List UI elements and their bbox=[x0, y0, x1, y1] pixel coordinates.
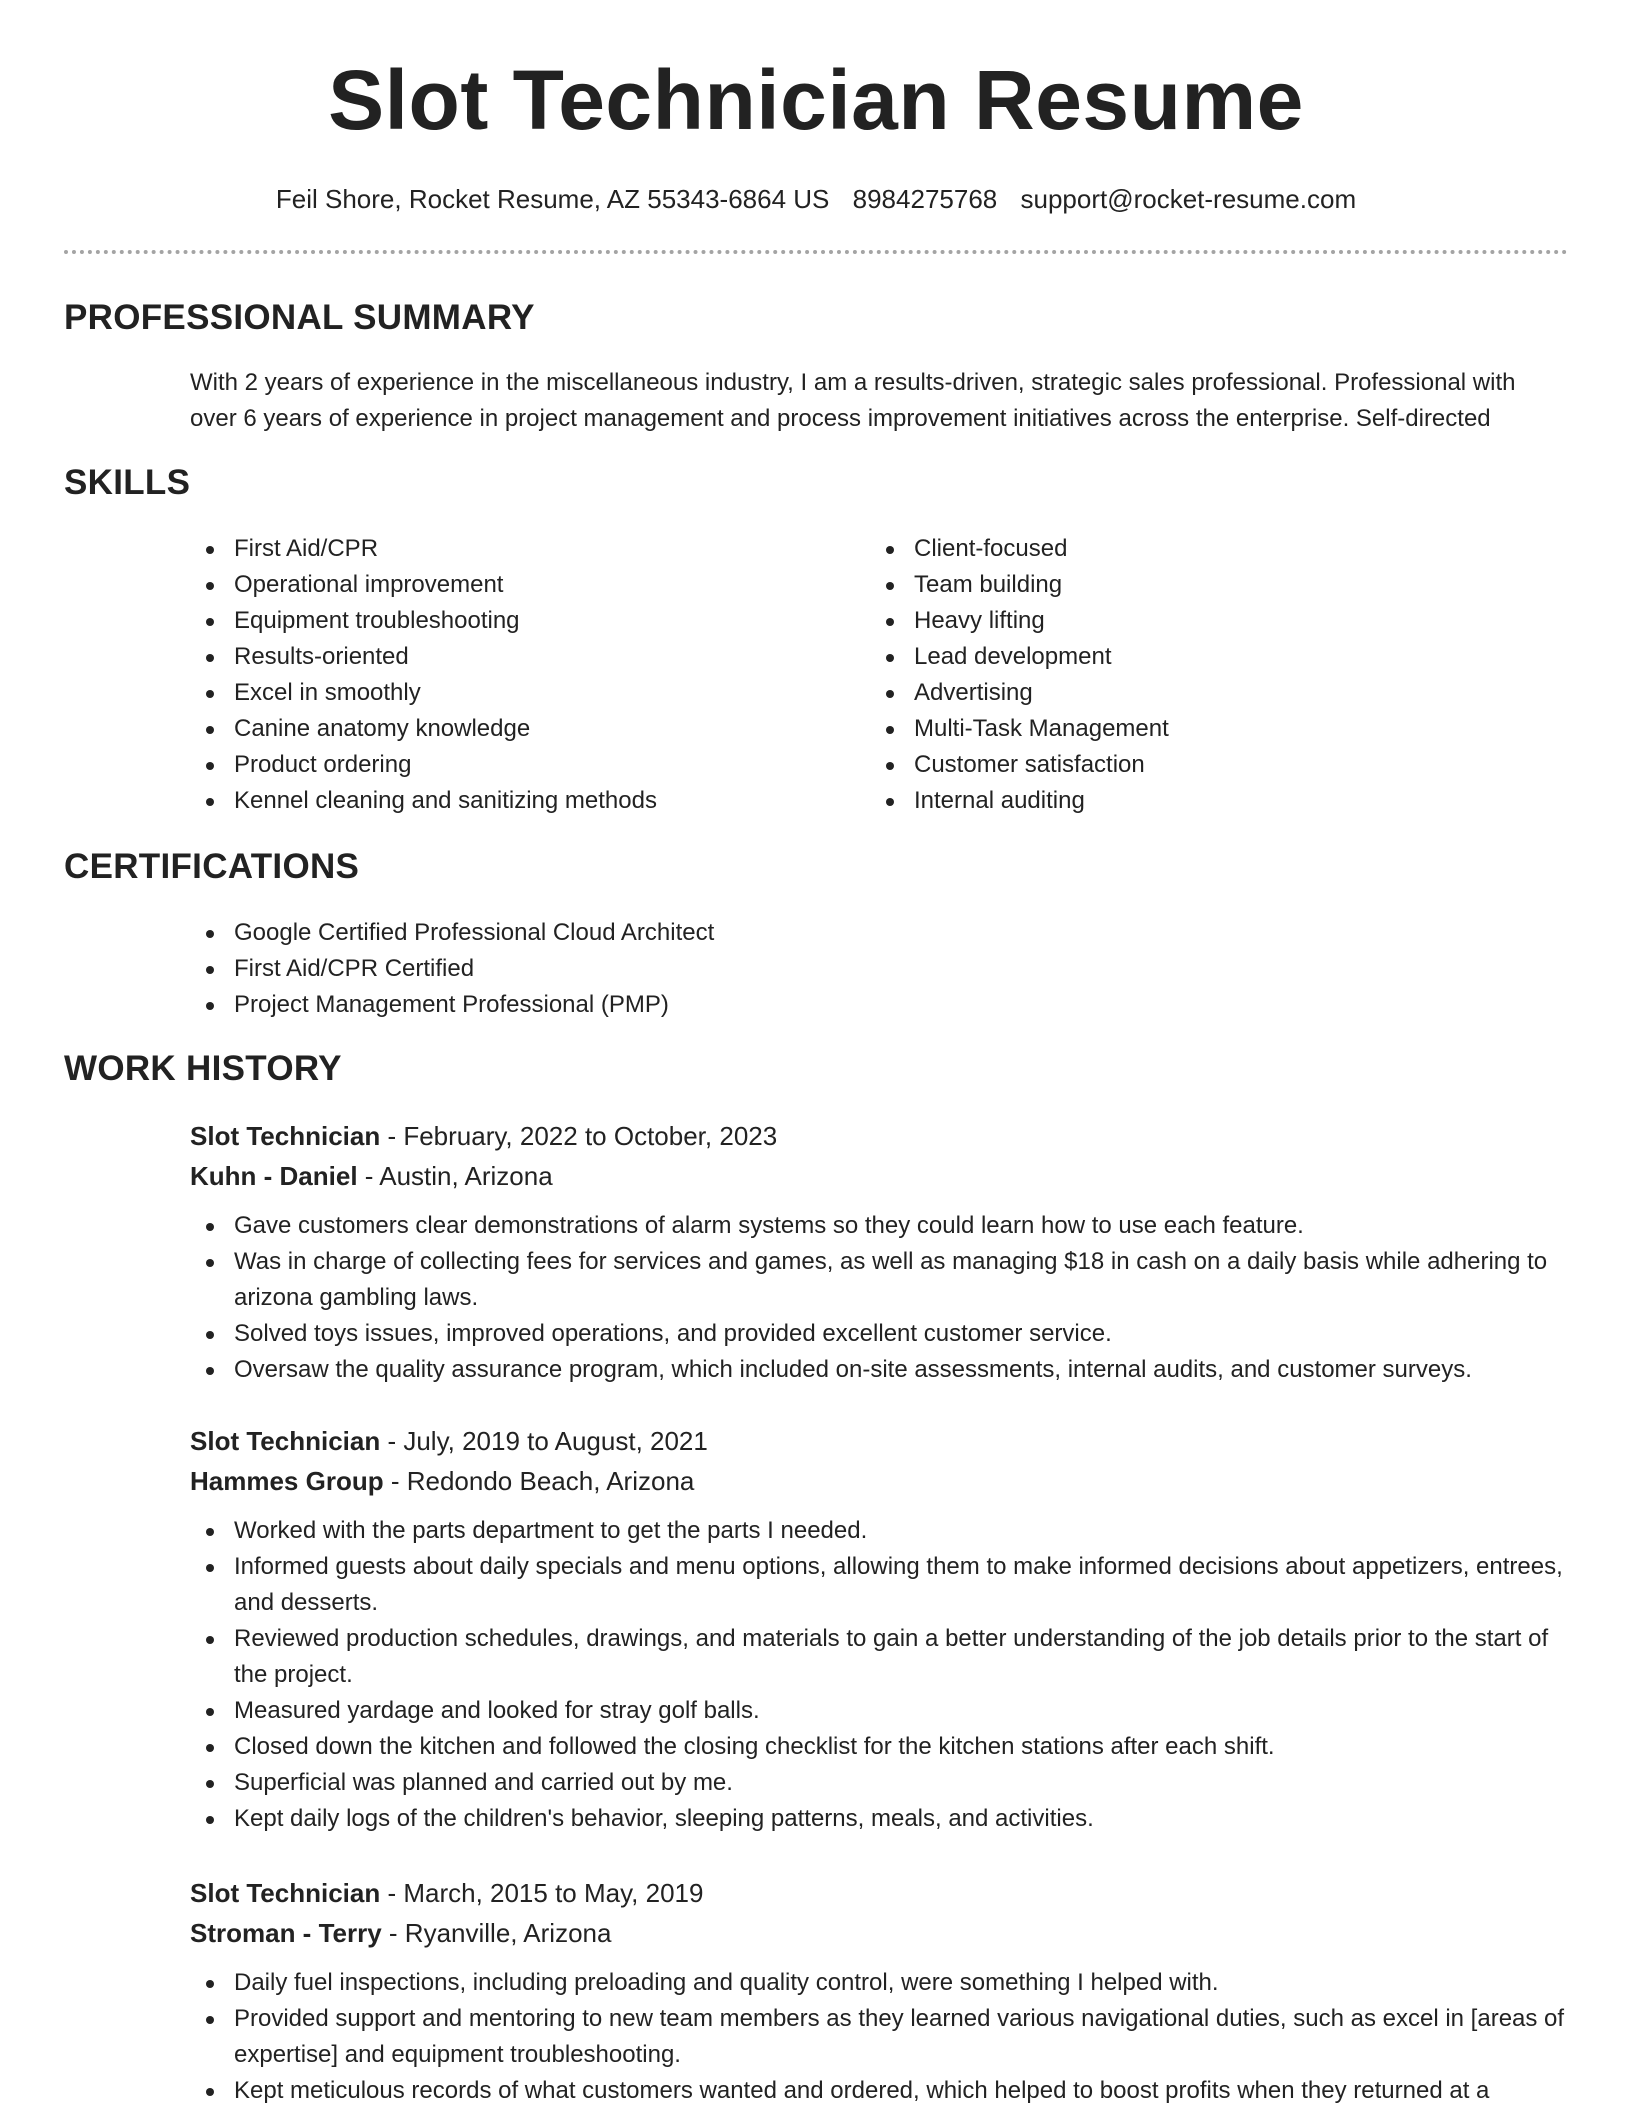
job-duty-item: Kept daily logs of the children's behavior, sleeping patterns, meals, and activities. bbox=[190, 1801, 1568, 1837]
job-duty-item: Superficial was planned and carried out by me. bbox=[190, 1765, 1568, 1801]
job-separator: - bbox=[357, 1161, 380, 1191]
contact-email: support@rocket-resume.com bbox=[1020, 184, 1357, 214]
skill-item: Multi-Task Management bbox=[870, 711, 1530, 747]
job-duty-item: Worked with the parts department to get the parts I needed. bbox=[190, 1513, 1568, 1549]
job-separator: - bbox=[380, 1426, 404, 1456]
job-duty-item: Gave customers clear demonstrations of alarm systems so they could learn how to use each feature. bbox=[190, 1208, 1568, 1244]
job-dates: March, 2015 to May, 2019 bbox=[403, 1878, 704, 1908]
job-location: Redondo Beach, Arizona bbox=[406, 1466, 695, 1496]
resume-title: Slot Technician Resume bbox=[328, 53, 1304, 147]
certification-item: Project Management Professional (PMP) bbox=[190, 987, 1390, 1023]
job-duty-item: Informed guests about daily specials and menu options, allowing them to make informed decisions about appetizers, entrees, and desserts. bbox=[190, 1549, 1568, 1621]
certification-item: Google Certified Professional Cloud Architect bbox=[190, 915, 1390, 951]
resume-page bbox=[64, 0, 1568, 2112]
contact-line bbox=[64, 183, 1568, 215]
work-history-heading: WORK HISTORY bbox=[64, 1049, 342, 1088]
skill-item: Heavy lifting bbox=[870, 603, 1530, 639]
job-duties-list bbox=[190, 1513, 1568, 1837]
job-title-line bbox=[190, 1421, 1568, 1461]
skills-heading: SKILLS bbox=[64, 463, 191, 502]
skill-item: Customer satisfaction bbox=[870, 747, 1530, 783]
skill-item: First Aid/CPR bbox=[190, 531, 850, 567]
job-duties-list bbox=[190, 1965, 1568, 2109]
job-title-line bbox=[190, 1873, 1568, 1913]
job-entry bbox=[190, 1116, 1568, 1388]
summary-text: With 2 years of experience in the miscellaneous industry, I am a results-driven, strategic sales professional. Professional with over 6 years of experience in project management and process improvement initiatives across the enterprise. Self-directed bbox=[190, 369, 1516, 432]
summary-heading: PROFESSIONAL SUMMARY bbox=[64, 298, 535, 337]
contact-address: Feil Shore, Rocket Resume, AZ 55343-6864 US bbox=[275, 184, 830, 214]
skill-item: Lead development bbox=[870, 639, 1530, 675]
skills-list-right bbox=[870, 531, 1530, 819]
job-title: Slot Technician bbox=[190, 1426, 381, 1456]
job-dates: July, 2019 to August, 2021 bbox=[403, 1426, 708, 1456]
job-duties-list bbox=[190, 1208, 1568, 1388]
job-separator: - bbox=[380, 1121, 404, 1151]
job-company: Hammes Group bbox=[190, 1466, 384, 1496]
certifications-list bbox=[190, 915, 1390, 1023]
job-duty-item: Was in charge of collecting fees for services and games, as well as managing $18 in cash on a daily basis while adhering to arizona gambling laws. bbox=[190, 1244, 1568, 1316]
skill-item: Operational improvement bbox=[190, 567, 850, 603]
job-company: Kuhn - Daniel bbox=[190, 1161, 358, 1191]
job-company-line bbox=[190, 1156, 1568, 1196]
job-title: Slot Technician bbox=[190, 1878, 381, 1908]
certification-item: First Aid/CPR Certified bbox=[190, 951, 1390, 987]
job-duty-item: Provided support and mentoring to new team members as they learned various navigational duties, such as excel in [areas of expertise] and equipment troubleshooting. bbox=[190, 2001, 1568, 2073]
skill-item: Internal auditing bbox=[870, 783, 1530, 819]
job-company-line bbox=[190, 1461, 1568, 1501]
skill-item: Advertising bbox=[870, 675, 1530, 711]
skill-item: Results-oriented bbox=[190, 639, 850, 675]
skill-item: Equipment troubleshooting bbox=[190, 603, 850, 639]
job-separator: - bbox=[383, 1466, 407, 1496]
job-dates: February, 2022 to October, 2023 bbox=[403, 1121, 778, 1151]
job-duty-item: Measured yardage and looked for stray golf balls. bbox=[190, 1693, 1568, 1729]
skills-list-left bbox=[190, 531, 850, 819]
job-duty-item: Reviewed production schedules, drawings, and materials to gain a better understanding of the job details prior to the start of the project. bbox=[190, 1621, 1568, 1693]
job-location: Austin, Arizona bbox=[379, 1161, 553, 1191]
header-divider bbox=[64, 250, 1568, 254]
skill-item: Kennel cleaning and sanitizing methods bbox=[190, 783, 850, 819]
job-separator: - bbox=[381, 1918, 405, 1948]
job-duty-item: Kept meticulous records of what customers wanted and ordered, which helped to boost profits when they returned at a bbox=[190, 2073, 1568, 2109]
job-title-line bbox=[190, 1116, 1568, 1156]
skill-item: Team building bbox=[870, 567, 1530, 603]
job-company: Stroman - Terry bbox=[190, 1918, 382, 1948]
job-title: Slot Technician bbox=[190, 1121, 381, 1151]
job-duty-item: Oversaw the quality assurance program, which included on-site assessments, internal audits, and customer surveys. bbox=[190, 1352, 1568, 1388]
job-company-line bbox=[190, 1913, 1568, 1953]
job-entry bbox=[190, 1421, 1568, 1837]
job-duty-item: Solved toys issues, improved operations, and provided excellent customer service. bbox=[190, 1316, 1568, 1352]
job-duty-item: Closed down the kitchen and followed the closing checklist for the kitchen stations after each shift. bbox=[190, 1729, 1568, 1765]
skill-item: Product ordering bbox=[190, 747, 850, 783]
skill-item: Canine anatomy knowledge bbox=[190, 711, 850, 747]
certifications-heading: CERTIFICATIONS bbox=[64, 847, 360, 886]
job-separator: - bbox=[380, 1878, 404, 1908]
skill-item: Client-focused bbox=[870, 531, 1530, 567]
job-location: Ryanville, Arizona bbox=[404, 1918, 612, 1948]
skill-item: Excel in smoothly bbox=[190, 675, 850, 711]
job-duty-item: Daily fuel inspections, including preloading and quality control, were something I helped with. bbox=[190, 1965, 1568, 2001]
contact-phone: 8984275768 bbox=[852, 184, 998, 214]
job-entry bbox=[190, 1873, 1568, 2109]
